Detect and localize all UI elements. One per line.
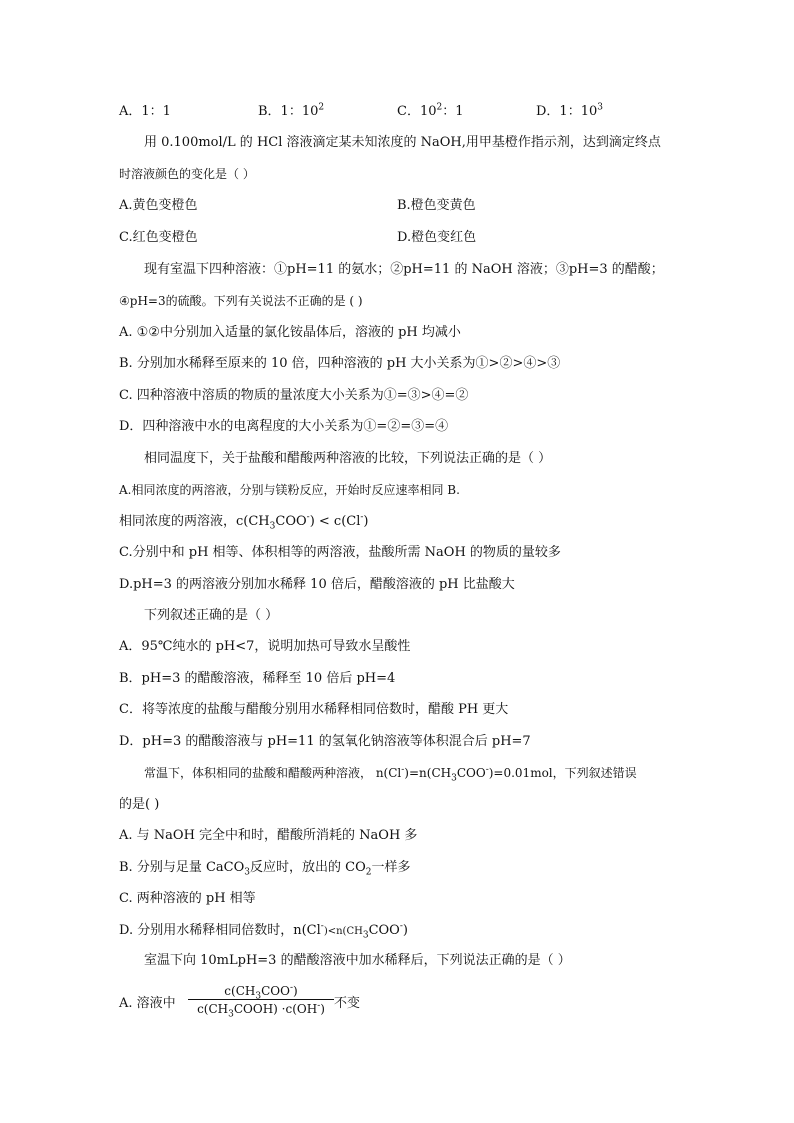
question-5-option-b: B. 分别与足量 CaCO$_3$反应时，放出的 $CO_2$一样多 (119, 860, 411, 878)
question-5-option-a: A. 与 NaOH 完全中和时，醋酸所消耗的 NaOH 多 (119, 828, 418, 843)
option-c: C．$10^2$：1 (397, 102, 464, 119)
option-b: B．1：$10^2$ (258, 102, 325, 119)
question-1-option-c: C.红色变橙色 (119, 230, 198, 245)
question-4-stem: 下列叙述正确的是（ ） (144, 608, 279, 623)
question-6-stem: 室温下向 10mLpH=3 的醋酸溶液中加水稀释后，下列说法正确的是（ ） (144, 953, 571, 968)
option-a: A．1：1 (119, 104, 171, 119)
question-6-option-a-label: A. 溶液中 (119, 996, 176, 1011)
question-2-stem: 现有室温下四种溶液：①pH=11 的氨水；②pH=11 的 NaOH 溶液；③pH=3 的醋酸； (144, 262, 664, 277)
question-5-stem: 常温下，体积相同的盐酸和醋酸两种溶液， $n(Cl^-)=n(CH_3COO^-)=0.01mol$，下列叙述错误 (144, 765, 637, 784)
question-5-option-d: D. 分别用水稀释相同倍数时，$n(Cl^-)<n(CH_3COO^-)$ (119, 921, 408, 941)
question-3-option-c: C.分别中和 pH 相等、体积相等的两溶液，盐酸所需 NaOH 的物质的量较多 (119, 545, 561, 560)
fraction-denominator: $c(CH_3COOH) \cdot c(OH^-)$ (197, 1001, 325, 1020)
question-2-stem-cont: ④pH=3的硫酸。下列有关说法不正确的是 ( ) (119, 294, 363, 308)
question-2-option-d: D．四种溶液中水的电离程度的大小关系为①=②=③=④ (119, 419, 449, 434)
question-2-option-c: C. 四种溶液中溶质的物质的量浓度大小关系为①=③>④=② (119, 388, 469, 403)
question-2-option-a: A. ①②中分别加入适量的氯化铵晶体后，溶液的 pH 均减小 (119, 325, 461, 340)
question-4-option-c: C．将等浓度的盐酸与醋酸分别用水稀释相同倍数时，醋酸 PH 更大 (119, 702, 509, 717)
question-1-option-a: A.黄色变橙色 (119, 198, 198, 213)
option-d: D．1：$10^3$ (536, 102, 603, 119)
concentration-fraction (188, 983, 334, 1020)
question-3-option-a: A.相同浓度的两溶液，分别与镁粉反应，开始时反应速率相同 B. (119, 483, 460, 497)
question-1-option-b: B.橙色变黄色 (397, 198, 476, 213)
question-1-stem: 用 0.100mol/L 的 HCl 溶液滴定某未知浓度的 NaOH,用甲基橙作指示剂，达到滴定终点 (144, 135, 661, 150)
question-3-option-b: 相同浓度的两溶液，$c(CH_3COO^-) < c(Cl^-)$ (119, 512, 369, 532)
question-4-option-b: B．pH=3 的醋酸溶液，稀释至 10 倍后 pH=4 (119, 671, 396, 686)
question-4-option-a: A．95℃纯水的 pH<7，说明加热可导致水呈酸性 (119, 639, 411, 654)
question-3-stem: 相同温度下，关于盐酸和醋酸两种溶液的比较，下列说法正确的是（ ） (144, 451, 552, 466)
question-2-option-b: B. 分别加水稀释至原来的 10 倍，四种溶液的 pH 大小关系为①>②>④>③ (119, 356, 561, 371)
question-4-option-d: D．pH=3 的醋酸溶液与 pH=11 的氢氧化钠溶液等体积混合后 pH=7 (119, 734, 531, 749)
fraction-numerator: $c(CH_3COO^-)$ (224, 983, 298, 1002)
question-5-option-c: C. 两种溶液的 pH 相等 (119, 891, 256, 906)
question-3-option-d: D.pH=3 的两溶液分别加水稀释 10 倍后，醋酸溶液的 pH 比盐酸大 (119, 577, 515, 592)
question-6-option-a-suffix: 不变 (334, 996, 361, 1011)
question-5-stem-cont: 的是( ) (119, 797, 160, 812)
question-1-option-d: D.橙色变红色 (397, 230, 477, 245)
question-1-stem-cont: 时溶液颜色的变化是（ ） (119, 167, 255, 181)
